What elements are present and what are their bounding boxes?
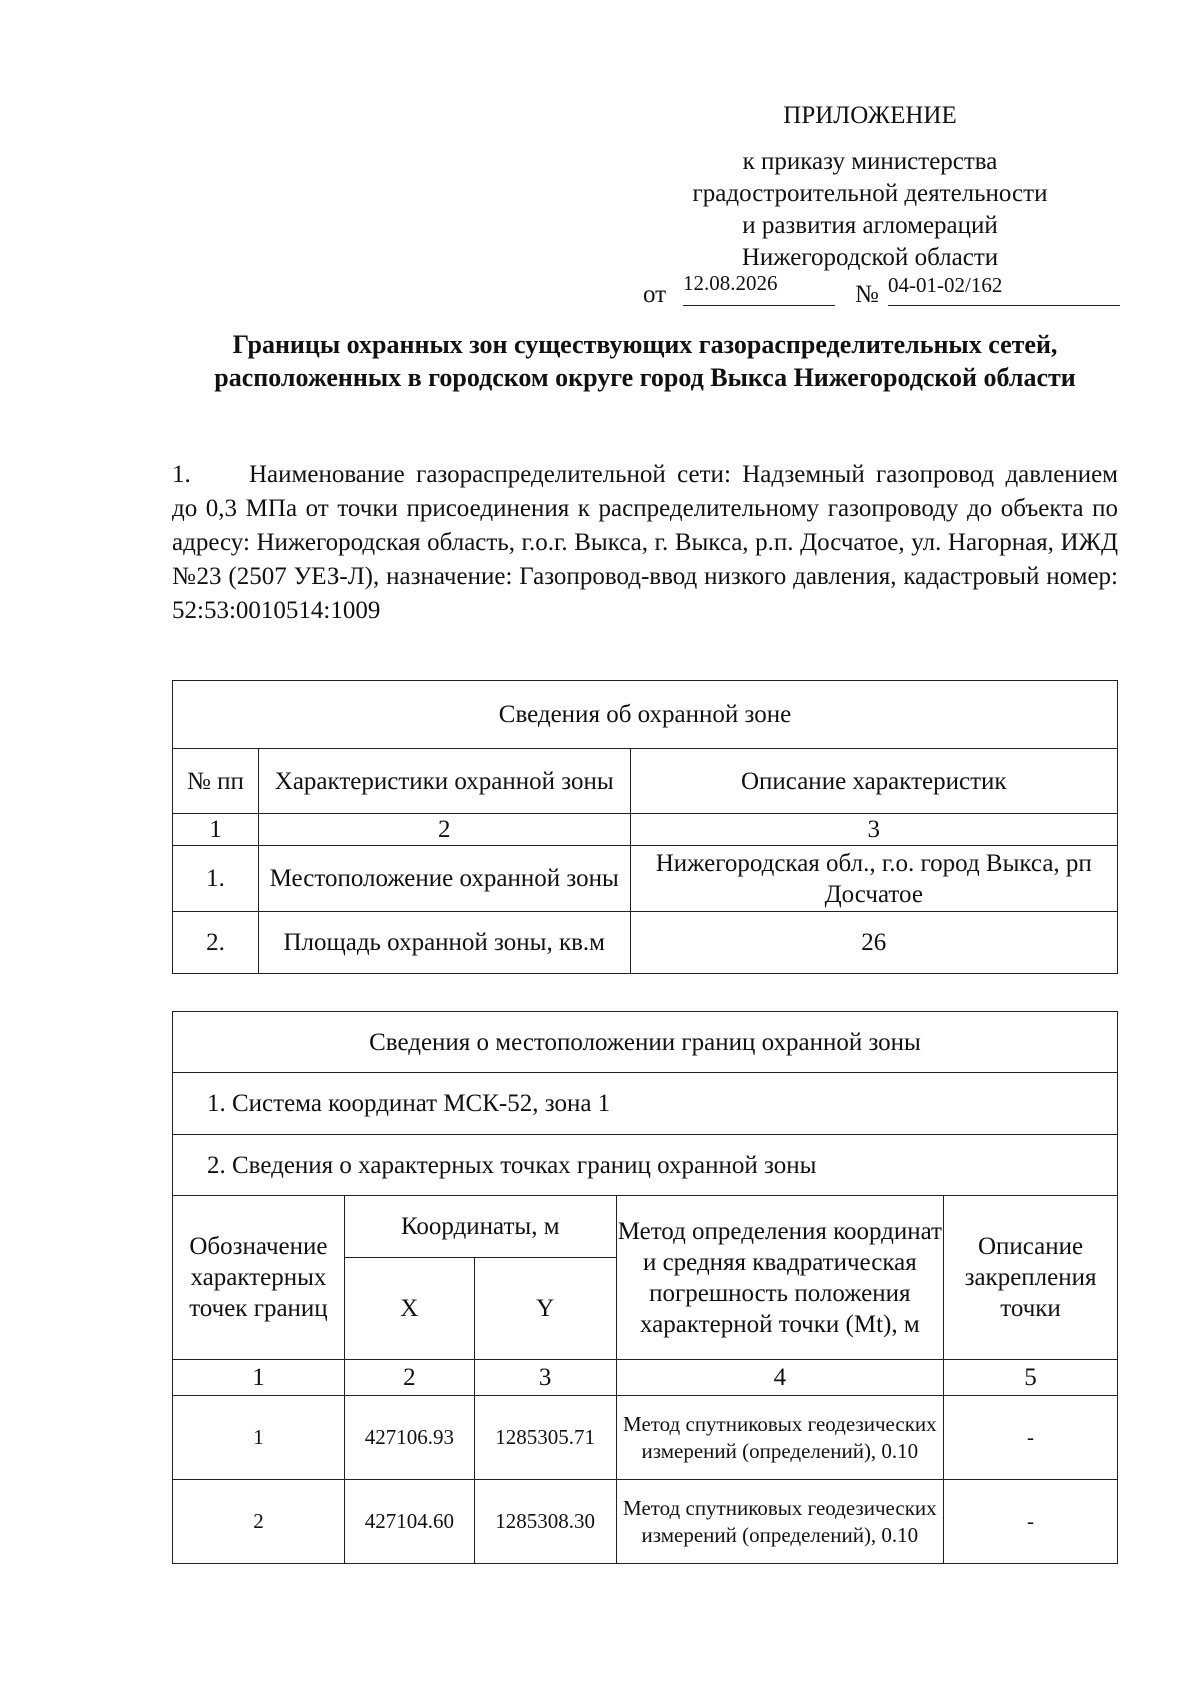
network-text: Наименование газораспределительной сети: Надземный газопровод давлением до 0,3 МПа от точки присоединения к распределительному газопроводу до объекта по адресу: Нижегородская область, г.о.г. Выкса, г. Выкса, р.п. Досчатое, ул. Нагорная, ИЖД №23 (2507 УЕЗ-Л), назначение: Газопровод-ввод низкого давления, кадастровый номер: 52:53:0010514:1009 (172, 461, 1118, 624)
header-cell: Описание закрепления точки (944, 1196, 1118, 1360)
cell: 2. (173, 912, 259, 974)
appendix-line: Нижегородской области (741, 244, 999, 271)
order-date: 12.08.2026 (683, 271, 778, 295)
appendix-line: к приказу министерства (742, 148, 998, 175)
header-cell: Обозначение характерных точек границ (173, 1196, 345, 1360)
cell: Метод спутниковых геодезических измерений (определений), 0.10 (616, 1480, 943, 1564)
zone-table-title: Сведения об охранной зоне (173, 681, 1118, 749)
cell: 427104.60 (344, 1480, 474, 1564)
column-number: 4 (616, 1360, 943, 1396)
network-description (172, 458, 1118, 628)
table-row (173, 846, 1118, 912)
header-cell: X (344, 1258, 474, 1360)
appendix-header (600, 100, 1140, 274)
column-number: 3 (630, 814, 1117, 846)
cell: 1 (173, 1396, 345, 1480)
date-underline (683, 305, 835, 306)
document-title: Границы охранных зон существующих газораспределительных сетей, расположенных в городском округе город Выкса Нижегородской области (214, 330, 1076, 392)
cell: 1285308.30 (474, 1480, 616, 1564)
column-number: 1 (173, 814, 259, 846)
header-cell: № пп (173, 749, 259, 814)
cell: 1285305.71 (474, 1396, 616, 1480)
points-title: 2. Сведения о характерных точках границ охранной зоны (173, 1135, 1118, 1196)
column-number: 2 (258, 814, 630, 846)
cell: 26 (630, 912, 1117, 974)
table-row (173, 1396, 1118, 1480)
order-reference (643, 271, 1123, 311)
header-cell: Характеристики охранной зоны (258, 749, 630, 814)
appendix-title: ПРИЛОЖЕНИЕ (783, 102, 957, 129)
boundary-table (172, 1011, 1118, 1564)
cell: 2 (173, 1480, 345, 1564)
cell: Площадь охранной зоны, кв.м (258, 912, 630, 974)
appendix-line: и развития агломераций (742, 212, 998, 239)
column-number: 1 (173, 1360, 345, 1396)
cell: Метод спутниковых геодезических измерений (определений), 0.10 (616, 1396, 943, 1480)
header-cell: Метод определения координат и средняя квадратическая погрешность положения характерной точки (Mt), м (616, 1196, 943, 1360)
zone-info-table (172, 680, 1118, 974)
order-number: 04-01-02/162 (888, 273, 1003, 297)
column-number: 5 (944, 1360, 1118, 1396)
cell: - (944, 1396, 1118, 1480)
table-row (173, 912, 1118, 974)
boundary-table-title: Сведения о местоположении границ охранной зоны (173, 1012, 1118, 1073)
table-row (173, 1480, 1118, 1564)
coordinate-system: 1. Система координат МСК-52, зона 1 (173, 1073, 1118, 1135)
cell: Нижегородская обл., г.о. город Выкса, рп Досчатое (630, 846, 1117, 912)
number-label: № (855, 281, 879, 308)
appendix-line: градостроительной деятельности (692, 180, 1048, 207)
cell: 1. (173, 846, 259, 912)
header-cell: Y (474, 1258, 616, 1360)
number-underline (888, 305, 1120, 306)
cell: Местоположение охранной зоны (258, 846, 630, 912)
cell: - (944, 1480, 1118, 1564)
header-cell: Координаты, м (344, 1196, 616, 1258)
network-number: 1. (172, 461, 191, 488)
from-label: от (643, 281, 667, 308)
header-cell: Описание характеристик (630, 749, 1117, 814)
column-number: 3 (474, 1360, 616, 1396)
column-number: 2 (344, 1360, 474, 1396)
cell: 427106.93 (344, 1396, 474, 1480)
